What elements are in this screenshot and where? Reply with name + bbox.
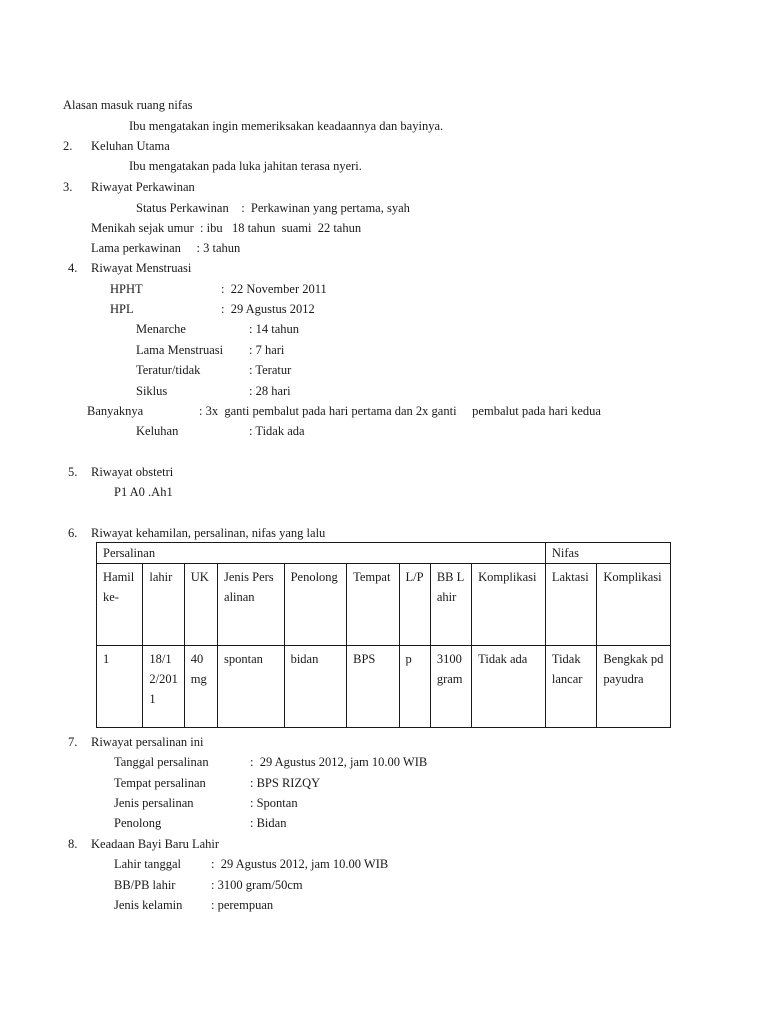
- table-header-row: [97, 564, 671, 646]
- lama-perkawinan: Lama perkawinan : 3 tahun: [91, 241, 241, 255]
- alasan-title: Alasan masuk ruang nifas: [63, 98, 193, 112]
- lahir-tanggal-label: Lahir tanggal: [114, 857, 181, 871]
- group-nifas-header: Nifas: [545, 543, 670, 564]
- teratur-label: Teratur/tidak: [136, 363, 201, 377]
- jenis-persalinan-value: : Spontan: [250, 796, 298, 810]
- cell-penolong: bidan: [284, 646, 347, 728]
- cell-bb-lahir: 3100 gram: [430, 646, 471, 728]
- banyaknya-label: Banyaknya: [87, 404, 144, 418]
- hpl-value: : 29 Agustus 2012: [221, 302, 315, 316]
- header-laktasi: Laktasi: [545, 564, 596, 646]
- status-perkawinan: Status Perkawinan : Perkawinan yang pertama, syah: [136, 201, 410, 215]
- lahir-tanggal-value: : 29 Agustus 2012, jam 10.00 WIB: [211, 857, 389, 871]
- keluhan-title: Keluhan Utama: [91, 139, 170, 153]
- persalinan-number: 7.: [68, 735, 78, 749]
- siklus-label: Siklus: [136, 384, 168, 398]
- bb-pb-value: : 3100 gram/50cm: [211, 878, 303, 892]
- obstetri-number: 5.: [68, 465, 78, 479]
- menstruasi-number: 4.: [68, 261, 78, 275]
- cell-hamil-ke: 1: [97, 646, 143, 728]
- penolong-value: : Bidan: [250, 816, 287, 830]
- alasan-text: Ibu mengatakan ingin memeriksakan keadaannya dan bayinya.: [129, 119, 444, 133]
- header-jenis-kelamin: L/P: [399, 564, 430, 646]
- teratur-value: : Teratur: [249, 363, 292, 377]
- cell-uk: 40 mg: [184, 646, 217, 728]
- bayi-number: 8.: [68, 837, 78, 851]
- keluhan-number: 2.: [63, 139, 73, 153]
- kehamilan-title: Riwayat kehamilan, persalinan, nifas yang lalu: [91, 526, 326, 540]
- jenis-persalinan-label: Jenis persalinan: [114, 796, 194, 810]
- keluhan-text: Ibu mengatakan pada luka jahitan terasa nyeri.: [129, 159, 362, 173]
- bb-pb-label: BB/PB lahir: [114, 878, 176, 892]
- header-komplikasi-nifas: Komplikasi: [597, 564, 671, 646]
- table-row: [97, 646, 671, 728]
- header-lahir: lahir: [143, 564, 184, 646]
- keluhan-menstruasi-value: : Tidak ada: [249, 424, 305, 438]
- jenis-kelamin-label: Jenis kelamin: [114, 898, 183, 912]
- keluhan-menstruasi-label: Keluhan: [136, 424, 179, 438]
- hpht-value: : 22 November 2011: [221, 282, 327, 296]
- cell-tempat: BPS: [347, 646, 399, 728]
- header-tempat: Tempat: [347, 564, 399, 646]
- table-group-header-row: [97, 543, 671, 564]
- menikah-sejak: Menikah sejak umur : ibu 18 tahun suami 22 tahun: [91, 221, 362, 235]
- cell-lahir: 18/12/2011: [143, 646, 184, 728]
- perkawinan-number: 3.: [63, 180, 73, 194]
- header-penolong: Penolong: [284, 564, 347, 646]
- cell-komplikasi-persalinan: Tidak ada: [472, 646, 546, 728]
- tanggal-persalinan-label: Tanggal persalinan: [114, 755, 209, 769]
- header-uk: UK: [184, 564, 217, 646]
- banyaknya-value: : 3x ganti pembalut pada hari pertama dan 2x ganti pembalut pada hari kedua: [199, 404, 601, 418]
- menarche-label: Menarche: [136, 322, 186, 336]
- kehamilan-number: 6.: [68, 526, 78, 540]
- header-komplikasi-persalinan: Komplikasi: [472, 564, 546, 646]
- menarche-value: : 14 tahun: [249, 322, 299, 336]
- tempat-persalinan-value: : BPS RIZQY: [250, 776, 321, 790]
- cell-jenis-persalinan: spontan: [218, 646, 285, 728]
- header-jenis-persalinan: Jenis Persalinan: [218, 564, 285, 646]
- cell-komplikasi-nifas: Bengkak pd payudra: [597, 646, 671, 728]
- cell-laktasi: Tidak lancar: [545, 646, 596, 728]
- riwayat-kehamilan-table: [96, 542, 671, 728]
- obstetri-value: P1 A0 .Ah1: [114, 485, 173, 499]
- penolong-label: Penolong: [114, 816, 162, 830]
- cell-jenis-kelamin: p: [399, 646, 430, 728]
- perkawinan-title: Riwayat Perkawinan: [91, 180, 195, 194]
- bayi-title: Keadaan Bayi Baru Lahir: [91, 837, 220, 851]
- group-persalinan-header: Persalinan: [97, 543, 546, 564]
- menstruasi-title: Riwayat Menstruasi: [91, 261, 192, 275]
- tempat-persalinan-label: Tempat persalinan: [114, 776, 206, 790]
- lama-menstruasi-value: : 7 hari: [249, 343, 285, 357]
- jenis-kelamin-value: : perempuan: [211, 898, 274, 912]
- hpht-label: HPHT: [110, 282, 143, 296]
- header-bb-lahir: BB Lahir: [430, 564, 471, 646]
- obstetri-title: Riwayat obstetri: [91, 465, 174, 479]
- tanggal-persalinan-value: : 29 Agustus 2012, jam 10.00 WIB: [250, 755, 428, 769]
- persalinan-title: Riwayat persalinan ini: [91, 735, 204, 749]
- siklus-value: : 28 hari: [249, 384, 291, 398]
- lama-menstruasi-label: Lama Menstruasi: [136, 343, 224, 357]
- hpl-label: HPL: [110, 302, 134, 316]
- header-hamil-ke: Hamil ke-: [97, 564, 143, 646]
